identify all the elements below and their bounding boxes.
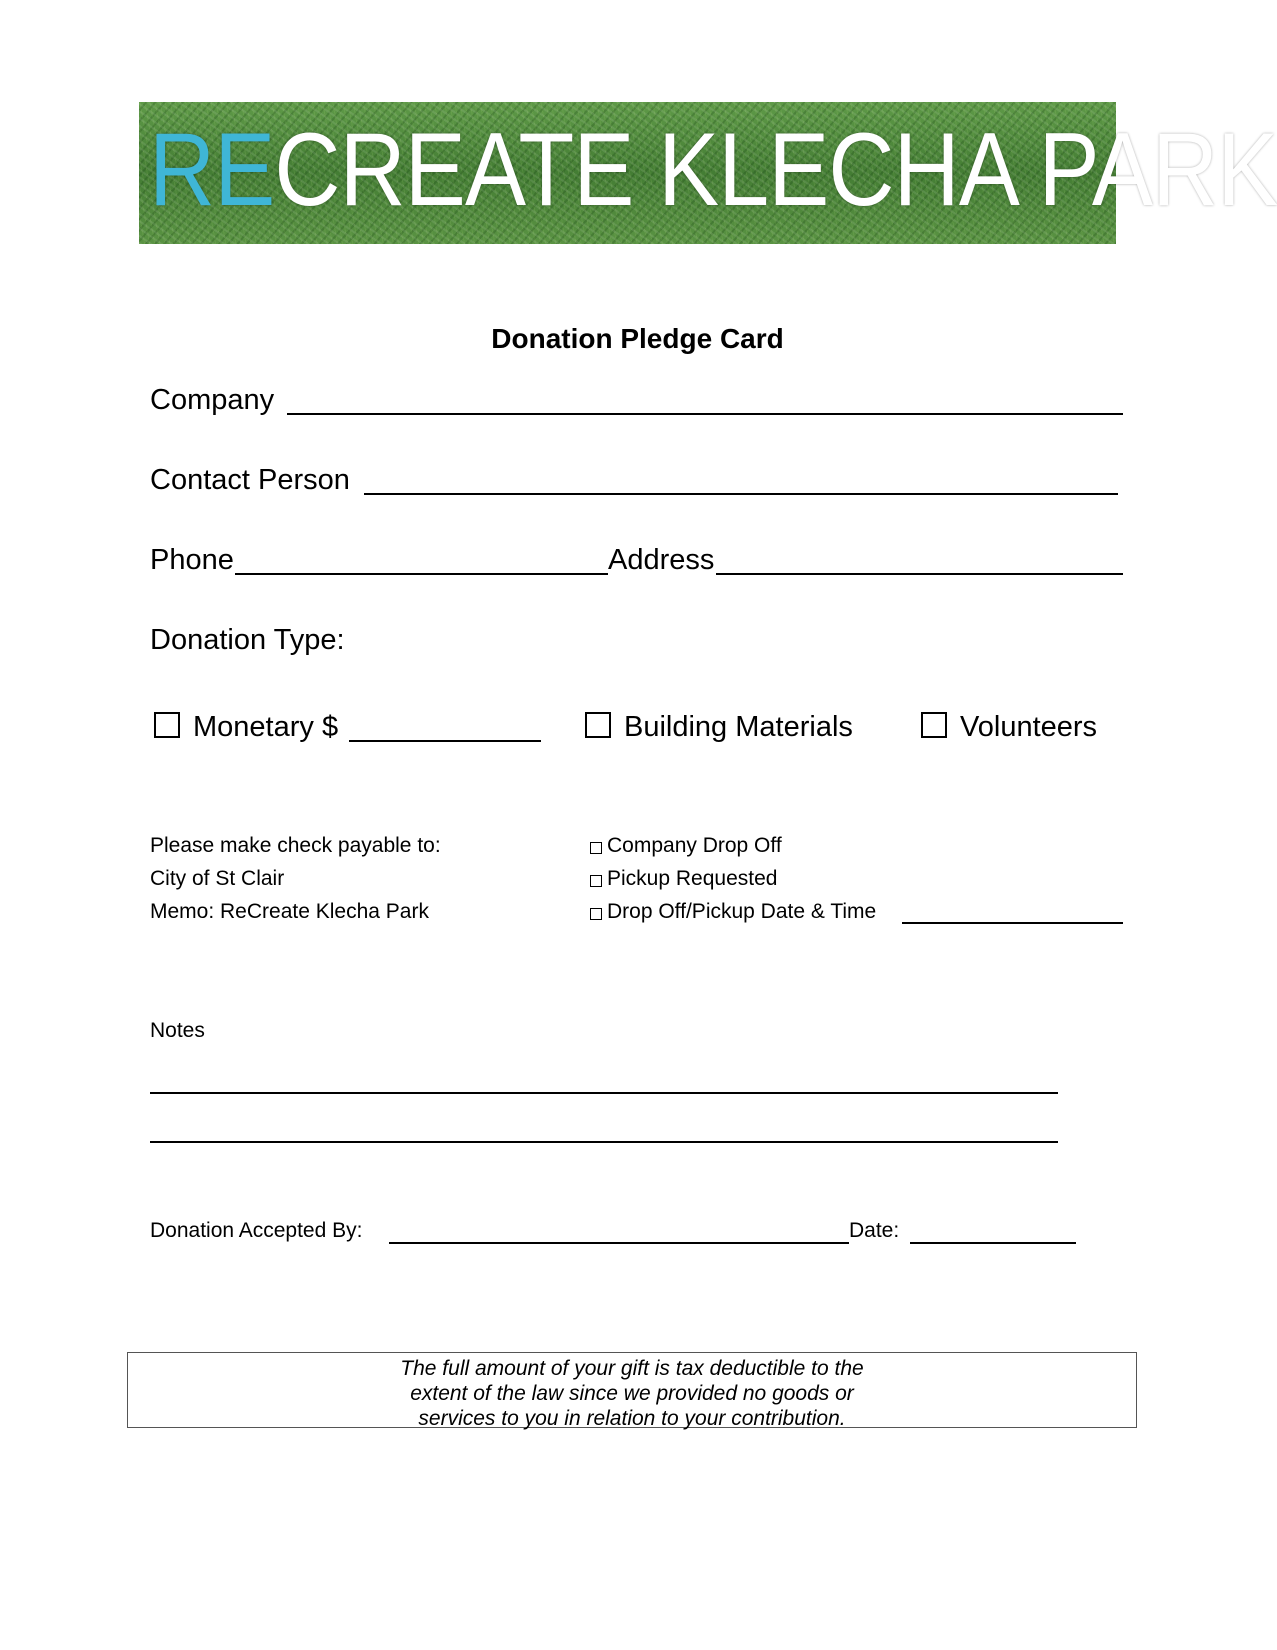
pickup-requested-label: Pickup Requested (607, 867, 778, 890)
accepted-by-field[interactable] (389, 1242, 849, 1244)
phone-label: Phone (150, 544, 234, 576)
drop-off-pickup-datetime-checkbox[interactable] (590, 908, 602, 920)
disclaimer-line-2: extent of the law since we provided no goods or (410, 1382, 854, 1405)
date-label: Date: (849, 1219, 900, 1242)
page-title: Donation Pledge Card (491, 323, 784, 354)
volunteers-label: Volunteers (960, 711, 1098, 743)
volunteers-checkbox[interactable] (921, 712, 947, 738)
notes-line-1[interactable] (150, 1092, 1058, 1094)
company-field[interactable] (287, 413, 1123, 415)
disclaimer-line-3: services to you in relation to your contribution. (418, 1407, 846, 1430)
banner-image (139, 102, 1277, 244)
accepted-by-label: Donation Accepted By: (150, 1219, 363, 1242)
donation-type-label: Donation Type: (150, 624, 345, 656)
check-memo: Memo: ReCreate Klecha Park (150, 900, 429, 923)
building-materials-checkbox[interactable] (585, 712, 611, 738)
company-drop-off-checkbox[interactable] (590, 842, 602, 854)
pickup-requested-checkbox[interactable] (590, 875, 602, 887)
drop-off-pickup-datetime-field[interactable] (902, 922, 1123, 924)
monetary-checkbox[interactable] (154, 712, 180, 738)
banner-accent: RE (149, 112, 275, 228)
notes-label: Notes (150, 1019, 205, 1042)
banner-rest: CREATE KLECHA PARK (274, 112, 1277, 228)
check-payee: City of St Clair (150, 867, 285, 890)
disclaimer-line-1: The full amount of your gift is tax deductible to the (400, 1357, 864, 1380)
contact-person-label: Contact Person (150, 464, 350, 496)
address-field[interactable] (716, 573, 1123, 575)
company-label: Company (150, 384, 275, 416)
contact-person-field[interactable] (364, 493, 1118, 495)
date-field[interactable] (910, 1242, 1076, 1244)
address-label: Address (608, 544, 715, 576)
company-drop-off-label: Company Drop Off (607, 834, 782, 857)
notes-line-2[interactable] (150, 1141, 1058, 1143)
tax-disclaimer-box (127, 1352, 1137, 1428)
building-materials-label: Building Materials (624, 711, 853, 743)
drop-off-pickup-datetime-label: Drop Off/Pickup Date & Time (607, 900, 877, 923)
phone-field[interactable] (235, 573, 608, 575)
banner-title (149, 110, 1277, 230)
check-payable-label: Please make check payable to: (150, 834, 441, 857)
monetary-amount-field[interactable] (349, 740, 541, 742)
monetary-label: Monetary $ (193, 711, 339, 743)
